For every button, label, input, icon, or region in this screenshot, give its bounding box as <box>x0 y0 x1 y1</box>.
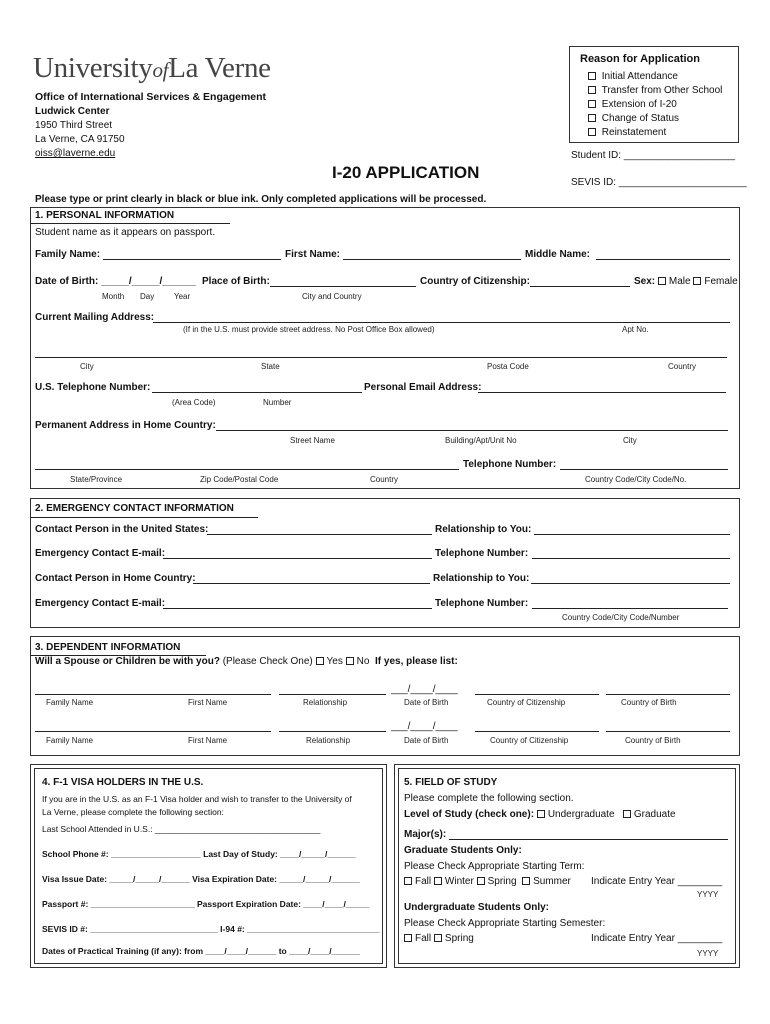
country-caption: Country <box>668 362 697 371</box>
visa-date-field[interactable]: Visa Issue Date: _____/_____/______ Visa Expiration Date: _____/_____/______ <box>42 874 360 884</box>
mailing-input-line2[interactable] <box>35 348 727 358</box>
section-4-heading: 4. F-1 VISA HOLDERS IN THE U.S. <box>42 777 204 788</box>
col-caption: First Name <box>188 736 228 745</box>
reason-options <box>588 70 722 140</box>
checkbox-icon[interactable] <box>658 277 666 285</box>
checkbox-icon[interactable] <box>588 86 596 94</box>
logo-of: of <box>152 58 169 82</box>
checkbox-icon[interactable] <box>537 810 545 818</box>
email-label: Personal Email Address: <box>364 382 482 393</box>
dep-birth-input[interactable] <box>606 722 730 732</box>
apt-caption: Apt No. <box>622 325 649 334</box>
university-logo <box>33 52 271 85</box>
checkbox-icon[interactable] <box>434 934 442 942</box>
ccc-caption: Country Code/City Code/No. <box>585 475 687 484</box>
ug-only-heading: Undergraduate Students Only: <box>404 902 550 913</box>
perm-label: Permanent Address in Home Country: <box>35 420 216 431</box>
pob-input[interactable] <box>270 277 416 287</box>
contact-home-input[interactable] <box>193 574 430 584</box>
relationship-input[interactable] <box>534 525 730 535</box>
number-caption: Number <box>263 398 292 407</box>
checkbox-icon[interactable] <box>346 657 354 665</box>
perm-input-line2[interactable] <box>35 460 459 470</box>
mailing-input[interactable] <box>153 313 730 323</box>
checkbox-icon[interactable] <box>588 128 596 136</box>
col-caption: Date of Birth <box>404 736 449 745</box>
section-4-text: If you are in the U.S. as an F-1 Visa holder and wish to transfer to the University of <box>42 794 352 804</box>
telephone-label: Telephone Number: <box>435 548 529 559</box>
instructions: Please type or print clearly in black or blue ink. Only completed applications will be processed. <box>35 194 487 205</box>
checkbox-icon[interactable] <box>623 810 631 818</box>
semester-options: Fall Spring <box>404 933 474 944</box>
passport-note: Student name as it appears on passport. <box>35 227 216 238</box>
office-email[interactable]: oiss@laverne.edu <box>35 148 116 159</box>
dep-citizenship-input[interactable] <box>475 685 599 695</box>
building-caption: Building/Apt/Unit No <box>445 436 517 445</box>
col-caption: Relationship <box>306 736 351 745</box>
ccc-caption: Country Code/City Code/Number <box>562 613 680 622</box>
school-phone-field[interactable]: School Phone #: ___________________ Last Day of Study: ____/_____/______ <box>42 849 356 859</box>
col-caption: Relationship <box>303 698 348 707</box>
telephone-input[interactable] <box>560 460 728 470</box>
city-caption: City <box>623 436 637 445</box>
center-name: Ludwick Center <box>35 106 110 117</box>
col-caption: First Name <box>188 698 228 707</box>
checkbox-icon[interactable] <box>588 114 596 122</box>
citizenship-label: Country of Citizenship: <box>420 276 530 287</box>
term-question: Please Check Appropriate Starting Term: <box>404 861 585 872</box>
phone-label: U.S. Telephone Number: <box>35 382 151 393</box>
middle-name-input[interactable] <box>596 250 730 260</box>
passport-field[interactable]: Passport #: ______________________ Passport Expiration Date: ____/____/_____ <box>42 899 370 909</box>
col-caption: Family Name <box>46 698 94 707</box>
page-title: I-20 APPLICATION <box>332 163 480 182</box>
relationship-label: Relationship to You: <box>435 524 532 535</box>
checkbox-icon[interactable] <box>316 657 324 665</box>
year-caption: Year <box>174 292 191 301</box>
section-5-text: Please complete the following section. <box>404 793 574 804</box>
first-name-input[interactable] <box>343 250 521 260</box>
city-address: La Verne, CA 91750 <box>35 134 125 145</box>
postal-caption: Posta Code <box>487 362 529 371</box>
family-name-input[interactable] <box>103 250 281 260</box>
reason-option[interactable]: Transfer from Other School <box>588 84 722 98</box>
checkbox-icon[interactable] <box>588 72 596 80</box>
section-2-heading: 2. EMERGENCY CONTACT INFORMATION <box>35 503 234 514</box>
contact-us-input[interactable] <box>207 525 432 535</box>
grad-only-heading: Graduate Students Only: <box>404 845 522 856</box>
office-name: Office of International Services & Engagement <box>35 91 267 103</box>
dep-citizenship-input[interactable] <box>475 722 599 732</box>
em-email-input[interactable] <box>163 599 432 609</box>
col-caption: Date of Birth <box>404 698 449 707</box>
email-input[interactable] <box>478 383 726 393</box>
col-caption: Country of Birth <box>621 698 677 707</box>
major-label: Major(s): <box>404 829 447 840</box>
middle-name-label: Middle Name: <box>525 249 591 260</box>
section-4-text: La Verne, please complete the following section: <box>42 807 224 817</box>
checkbox-icon[interactable] <box>693 277 701 285</box>
relationship-input[interactable] <box>531 574 730 584</box>
yyyy-caption: YYYY <box>697 949 719 958</box>
relationship-label: Relationship to You: <box>433 573 530 584</box>
sex-field: Sex: Male Female <box>634 276 738 287</box>
city-caption: City <box>80 362 94 371</box>
dep-family-input[interactable] <box>35 685 271 695</box>
checkbox-icon[interactable] <box>477 877 485 885</box>
yyyy-caption: YYYY <box>697 890 719 899</box>
level-field: Level of Study (check one): Undergraduate Graduate <box>404 809 676 820</box>
perm-input[interactable] <box>216 421 728 431</box>
entry-year-field[interactable]: Indicate Entry Year ________ <box>591 876 723 887</box>
section-3-heading: 3. DEPENDENT INFORMATION <box>35 642 181 653</box>
major-input[interactable] <box>449 830 728 840</box>
reason-option[interactable]: Reinstatement <box>588 126 722 140</box>
zip-caption: Zip Code/Postal Code <box>200 475 279 484</box>
reason-title: Reason for Application <box>580 53 700 65</box>
em-email-label: Emergency Contact E-mail: <box>35 598 166 609</box>
checkbox-icon[interactable] <box>588 100 596 108</box>
student-id-field[interactable]: Student ID: ____________________ <box>571 150 736 161</box>
country-caption: Country <box>370 475 399 484</box>
family-name-label: Family Name: <box>35 249 101 260</box>
contact-home-label: Contact Person in Home Country: <box>35 573 196 584</box>
col-caption: Country of Birth <box>625 736 681 745</box>
first-name-label: First Name: <box>285 249 341 260</box>
reason-option[interactable]: Extension of I-20 <box>588 98 722 112</box>
checkbox-icon[interactable] <box>404 934 412 942</box>
checkbox-icon[interactable] <box>434 877 442 885</box>
state-caption: State <box>261 362 280 371</box>
entry-year-field[interactable]: Indicate Entry Year ________ <box>591 933 723 944</box>
semester-question: Please Check Appropriate Starting Semester: <box>404 918 606 929</box>
contact-us-label: Contact Person in the United States: <box>35 524 209 535</box>
street-caption: Street Name <box>290 436 335 445</box>
pob-label: Place of Birth: <box>202 276 270 287</box>
col-caption: Country of Citizenship <box>487 698 566 707</box>
section-1-heading: 1. PERSONAL INFORMATION <box>35 210 175 221</box>
area-caption: (Area Code) <box>172 398 216 407</box>
day-caption: Day <box>140 292 155 301</box>
month-caption: Month <box>102 292 125 301</box>
checkbox-icon[interactable] <box>404 877 412 885</box>
logo-text: La Verne <box>168 52 271 84</box>
telephone-input[interactable] <box>532 599 728 609</box>
opt-field[interactable]: Dates of Practical Training (if any): from ____/____/______ to ____/____/______ <box>42 946 360 956</box>
mailing-note: (If in the U.S. must provide street address. No Post Office Box allowed) <box>183 325 435 334</box>
sevis-id-field[interactable]: SEVIS ID: _______________________ <box>571 177 747 188</box>
dep-dob-input[interactable]: ___/____/____ <box>391 721 458 732</box>
dep-birth-input[interactable] <box>606 685 730 695</box>
phone-input[interactable] <box>152 383 362 393</box>
term-options: Fall Winter Spring Summer <box>404 876 571 887</box>
col-caption: Country of Citizenship <box>490 736 569 745</box>
last-school-field[interactable]: Last School Attended in U.S.: ___________________________________ <box>42 824 321 834</box>
dep-relationship-input[interactable] <box>279 722 386 732</box>
checkbox-icon[interactable] <box>522 877 530 885</box>
telephone-label: Telephone Number: <box>463 459 557 470</box>
street-address: 1950 Third Street <box>35 120 113 131</box>
telephone-label: Telephone Number: <box>435 598 529 609</box>
dependent-question: Will a Spouse or Children be with you? (Please Check One) Yes No If yes, please list: <box>35 656 458 667</box>
citizenship-input[interactable] <box>530 277 630 287</box>
logo-text: University <box>33 52 153 84</box>
mailing-label: Current Mailing Address: <box>35 312 155 323</box>
state-province-caption: State/Province <box>70 475 123 484</box>
dob-field[interactable]: Date of Birth: _____/_____/______ <box>35 276 196 287</box>
city-country-caption: City and Country <box>302 292 362 301</box>
em-email-input[interactable] <box>163 549 432 559</box>
telephone-input[interactable] <box>532 549 730 559</box>
reason-option[interactable]: Change of Status <box>588 112 722 126</box>
em-email-label: Emergency Contact E-mail: <box>35 548 166 559</box>
section-5-heading: 5. FIELD OF STUDY <box>404 777 498 788</box>
dep-family-input[interactable] <box>35 722 271 732</box>
dep-relationship-input[interactable] <box>279 685 386 695</box>
col-caption: Family Name <box>46 736 94 745</box>
reason-option[interactable]: Initial Attendance <box>588 70 722 84</box>
dep-dob-input[interactable]: ___/____/____ <box>391 684 458 695</box>
sevis-field[interactable]: SEVIS ID #: ___________________________ I-94 #: ____________________________ <box>42 924 380 934</box>
